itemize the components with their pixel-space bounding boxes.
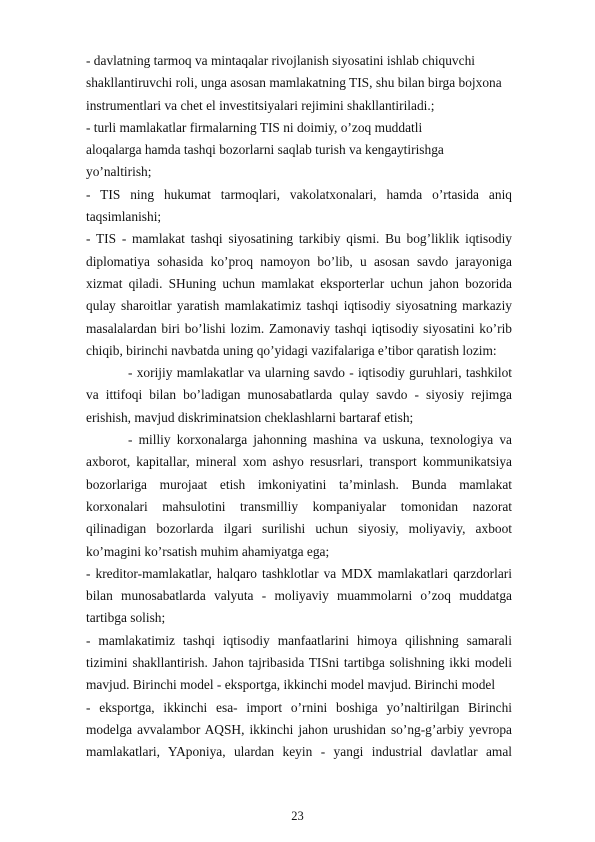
paragraph: - TIS - mamlakat tashqi siyosatining tarkibiy qismi. Bu bog’liklik iqtisodiy diplomatiya sohasida ko’proq namoyon bo’lib, u asosan savdo jarayoniga xizmat qiladi. SHuning uchun mamlakat eksporterlar uchun jahon bozorida qulay sharoitlar yaratish mamlakatimiz tashqi iqtisodiy siyosatning markaziy masalalardan biri bo’lishi lozim. Zamonaviy tashqi iqtisodiy siyosatini ko’rib chiqib, birinchi navbatda uning qo’yidagi vazifalariga e’tibor qaratish lozim: (86, 231, 512, 358)
paragraph: - mamlakatimiz tashqi iqtisodiy manfaatlarini himoya qilishning samarali tizimini shakllantirish. Jahon tajribasida TISni tartibga solishning ikki modeli mavjud. Birinchi model - eksportga, ikkinchi model mavjud. Birinchi model (86, 632, 512, 693)
text-line: aloqalarga hamda tashqi bozorlarni saqlab turish va kengaytirishga yo’naltirish; (86, 142, 444, 180)
text-line: shakllantiruvchi roli, unga asosan mamlakatning TIS, shu bilan birga bojxona (86, 75, 502, 91)
paragraph: - milliy korxonalarga jahonning mashina va uskuna, texnologiya va axborot, kapitallar, mineral xom ashyo resusrlari, transport kommunikatsiya bozorlariga murojaat etish imkoniyatini ta’minlash. Bunda mamlakat korxonalari mahsulotini transmilliy kompaniyalar tomonidan nazorat qilinadigan bozorlarda ilgari surilishi uchun siyosiy, moliyaviy, axboot ko’magini ko’rsatish muhim ahamiyatga ega; (86, 432, 512, 559)
page-number: 23 (291, 809, 304, 823)
text-line: - davlatning tarmoq va mintaqalar rivojlanish siyosatini ishlab chiquvchi (86, 53, 475, 68)
paragraph: - eksportga, ikkinchi esa- import o’rnini boshiga yo’naltirilgan Birinchi modelga avvalambor AQSH, ikkinchi jahon urushidan so’ng-g’arbiy yevropa mamlakatlari, YAponiya, ulardan keyin - yangi industrial davlatlar amal (86, 699, 512, 760)
paragraph: - TIS ning hukumat tarmoqlari, vakolatxonalari, hamda o’rtasida aniq taqsimlanishi; (86, 186, 512, 225)
text-line: - turli mamlakatlar firmalarning TIS ni doimiy, o’zoq muddatli (86, 119, 423, 135)
paragraph: - kreditor-mamlakatlar, halqaro tashklotlar va MDX mamlakatlari qarzdorlari bilan munosabatlarda valyuta - moliyaviy muammolarni o’zoq muddatga tartibga solish; (86, 565, 512, 626)
text-line: instrumentlari va chet el investitsiyalari rejimini shakllantiriladi.; (86, 97, 435, 113)
body-text (86, 50, 512, 764)
paragraph: - xorijiy mamlakatlar va ularning savdo - iqtisodiy guruhlari, tashkilot va ittifoqi bilan bo’ladigan munosabatlarda qulay savdo - siyosiy rejimga erishish, mavjud diskriminatsion cheklashlarni bartaraf etish; (86, 365, 512, 425)
